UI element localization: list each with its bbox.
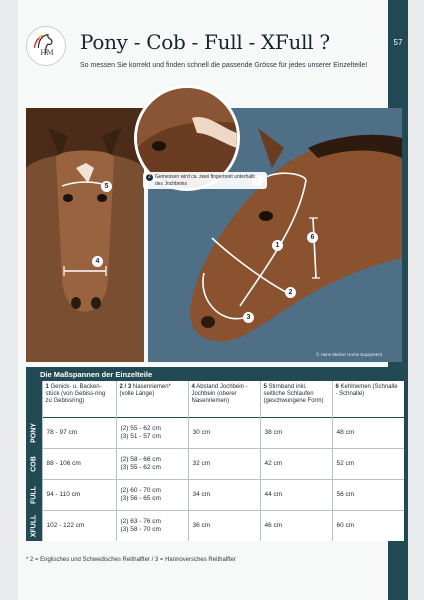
table-cell: 88 - 106 cm: [42, 448, 116, 479]
table-cell: 78 - 97 cm: [42, 417, 116, 448]
table-cell: (2) 63 - 76 cm (3) 58 - 70 cm: [116, 510, 188, 541]
table-cell: (2) 58 - 66 cm (3) 55 - 62 cm: [116, 448, 188, 479]
marker-3-side: 3: [243, 312, 254, 323]
horse-logo-icon: [27, 27, 65, 65]
photo-copyright: © Hans Melzer Horse Equipment: [316, 352, 382, 357]
footnote: * 2 = Englisches und Schwedisches Reithalfter / 3 = Hannoversches Reithalfter: [26, 557, 236, 563]
horse-front-photo: [26, 108, 144, 362]
size-table: [26, 367, 404, 541]
marker-5-front: 5: [101, 181, 112, 192]
marker-2-side: 2: [285, 287, 296, 298]
table-cell: 52 cm: [332, 448, 404, 479]
table-cell: (2) 55 - 62 cm (3) 51 - 57 cm: [116, 417, 188, 448]
size-label: COB: [26, 448, 42, 479]
size-label: PONY: [26, 417, 42, 448]
table-cell: (2) 60 - 70 cm (3) 56 - 65 cm: [116, 479, 188, 510]
table-cell: 60 cm: [332, 510, 404, 541]
page-number: 57: [393, 38, 403, 47]
page-subtitle: So messen Sie korrekt und finden schnell die passende Grösse für jedes unserer Einzelteile!: [80, 62, 368, 69]
table-cell: 32 cm: [188, 448, 260, 479]
column-header: 2 / 3 Nasenriemen* (volle Länge): [116, 381, 188, 417]
column-header: 4 Abstand Jochbein - Jochbein (oberer Nasenriemen): [188, 381, 260, 417]
size-label: FULL: [26, 479, 42, 510]
callout-number: 2: [146, 174, 153, 181]
table-cell: 44 cm: [260, 479, 332, 510]
column-header: 1 Genick- u. Backen-stück (von Gebiss-ring zu Gebissring): [42, 381, 116, 417]
table-cell: 36 cm: [188, 510, 260, 541]
callout-text: Gemessen wird ca. zwei fingerbreit unterhalb des Jochbeins: [155, 174, 256, 187]
logo-text: HM: [40, 49, 54, 57]
table-cell: 38 cm: [260, 417, 332, 448]
marker-4-front: 4: [92, 256, 103, 267]
table-row: [26, 448, 404, 479]
table-cell: 30 cm: [188, 417, 260, 448]
table-title: Die Maßspannen der Einzelteile: [26, 367, 404, 381]
marker-6-side: 6: [307, 232, 318, 243]
table-row: [26, 510, 404, 541]
brand-logo: [26, 26, 66, 66]
table-cell: 34 cm: [188, 479, 260, 510]
size-label: XFULL: [26, 510, 42, 541]
column-header: 6 Kehlriemen (Schnalle - Schnalle): [332, 381, 404, 417]
table-corner: [26, 381, 42, 417]
table-cell: 102 - 122 cm: [42, 510, 116, 541]
table-cell: 94 - 110 cm: [42, 479, 116, 510]
table-cell: 46 cm: [260, 510, 332, 541]
table-cell: 42 cm: [260, 448, 332, 479]
column-header: 5 Stirnband inkl. seitliche Schlaufen (geschwungene Form): [260, 381, 332, 417]
measuring-callout: [143, 172, 267, 189]
table-row: [26, 479, 404, 510]
table-cell: 48 cm: [332, 417, 404, 448]
table-cell: 56 cm: [332, 479, 404, 510]
page-title: Pony - Cob - Full - XFull ?: [80, 30, 330, 54]
marker-1-side: 1: [272, 240, 283, 251]
table-header-row: [26, 381, 404, 417]
table-row: [26, 417, 404, 448]
